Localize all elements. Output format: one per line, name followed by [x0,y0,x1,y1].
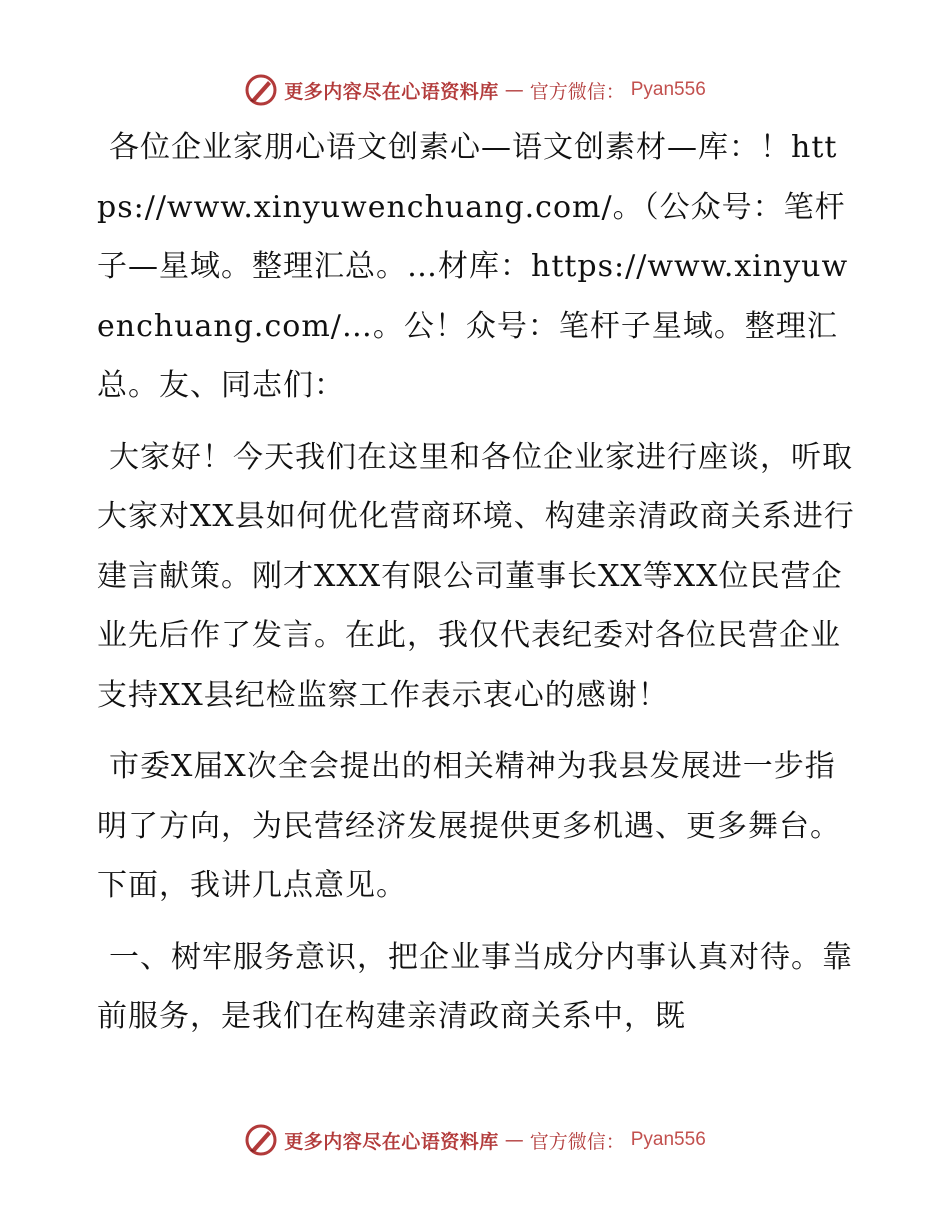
paragraph-section-one: 一、树牢服务意识，把企业事当成分内事认真对待。靠前服务，是我们在构建亲清政商关系中，既 [97,939,853,1034]
page-header [0,70,950,110]
paragraph-direction: 市委X届X次全会提出的相关精神为我县发展进一步指明了方向，为民营经济发展提供更多机遇、更多舞台。下面，我讲几点意见。 [97,749,841,903]
header-brand-text: 更多内容尽在心语资料库 [284,80,499,103]
paragraph-introduction: 大家好！今天我们在这里和各位企业家进行座谈，听取大家对XX县如何优化营商环境、构建亲清政商关系进行建言献策。刚才XXX有限公司董事长XX等XX位民营企业先后作了发言。在此，我仅代表纪委对各位民营企业支持XX县纪检监察工作表示衷心的感谢！ [97,439,855,713]
footer-wechat-id: Pyan556 [630,1129,706,1150]
footer-wechat-label: 官方微信： [529,1130,625,1153]
paragraph-greeting: 各位企业家朋心语文创素心—语文创素材—库：！https://www.xinyuwenchuang.com/。（公众号：笔杆子—星域。整理汇总。…材库：https://www.xinyuwenchuang.com/…。公！众号：笔杆子星域。整理汇总。友、同志们： [97,130,849,403]
header-wechat-label: 官方微信： [529,80,625,103]
header-separator: — [504,79,524,101]
document-body [97,118,857,1059]
pen-logo-icon [244,73,278,107]
footer-separator: — [504,1129,524,1151]
header-wechat-id: Pyan556 [630,79,706,100]
page-footer [0,1120,950,1160]
pen-logo-icon [244,1123,278,1157]
footer-brand-text: 更多内容尽在心语资料库 [284,1130,499,1153]
